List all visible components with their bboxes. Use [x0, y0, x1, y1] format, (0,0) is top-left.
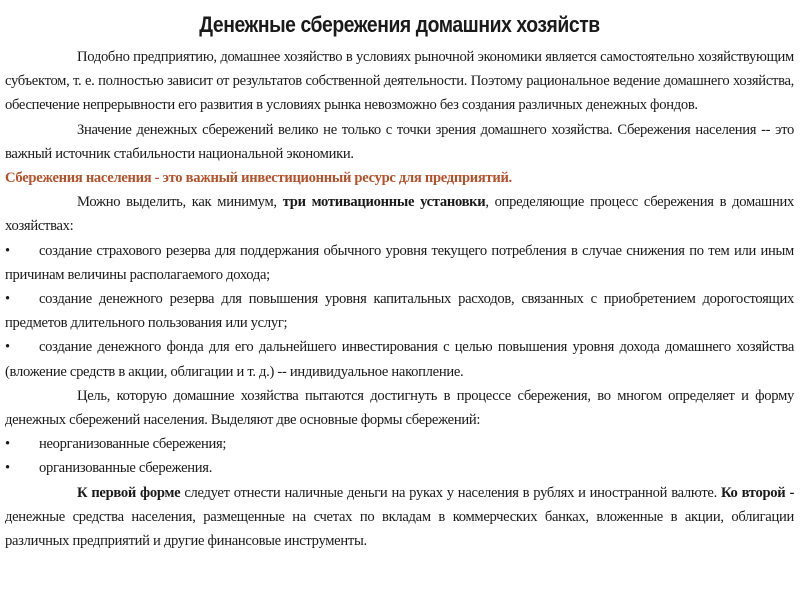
motive-text: создание страхового резерва для поддержания обычного уровня текущего потребления в случае снижения по тем или иным причинам величины располагаемого дохода;	[5, 242, 794, 283]
bullet-icon: •	[5, 460, 10, 477]
list-item	[5, 432, 794, 456]
paragraph-importance: Значение денежных сбережений велико не только с точки зрения домашнего хозяйства. Сбережения населения -- это важный источник стабильности национальной экономики.	[5, 121, 794, 162]
paragraph-motives-intro	[5, 190, 794, 238]
paragraph-intro: Подобно предприятию, домашнее хозяйство в условиях рыночной экономики является самостоятельно хозяйствующим субъектом, т. е. полностью зависит от результатов собственной деятельности. Поэтому рациональное ведение домашнего хозяйства, обеспечение непрерывности его развития в условиях рынка невозможно без создания различных денежных фондов.	[5, 49, 794, 114]
paragraph-forms-explained	[5, 481, 794, 554]
second-form-label: Ко второй -	[720, 484, 794, 501]
second-form-text: денежные средства населения, размещенные на счетах по вкладам в коммерческих банках, вложенные в акции, облигации различных предприятий и другие финансовые инструменты.	[5, 508, 794, 550]
first-form-text: следует отнести наличные деньги на руках у населения в рублях и иностранной валюте.	[180, 484, 721, 501]
motive-text: создание денежного фонда для его дальнейшего инвестирования с целью повышения уровня дохода домашнего хозяйства (вложение средств в акции, облигации и т. д.) -- индивидуальное накопление.	[5, 339, 794, 380]
highlight-statement: Сбережения населения - это важный инвестиционный ресурс для предприятий.	[5, 170, 512, 187]
bullet-icon: •	[5, 339, 10, 356]
page-title: Денежные сбережения домашних хозяйств	[199, 12, 600, 37]
bullet-icon: •	[5, 242, 10, 259]
form-text: неорганизованные сбережения;	[39, 436, 227, 453]
form-text: организованные сбережения.	[39, 460, 213, 477]
list-item	[5, 335, 794, 383]
motive-text: создание денежного резерва для повышения уровня капитальных расходов, связанных с приобретением дорогостоящих предметов длительного пользования или услуг;	[5, 291, 794, 332]
list-item	[5, 287, 794, 335]
bullet-icon: •	[5, 291, 10, 308]
list-item	[5, 456, 794, 480]
list-item	[5, 239, 794, 287]
bullet-icon: •	[5, 436, 10, 453]
motives-intro-before: Можно выделить, как минимум,	[77, 194, 283, 211]
slide-body	[5, 45, 794, 553]
first-form-label: К первой форме	[77, 484, 181, 501]
motives-intro-bold: три мотивационные установки	[282, 194, 486, 211]
paragraph-forms-intro: Цель, которую домашние хозяйства пытаются достигнуть в процессе сбережения, во многом определяет и форму денежных сбережений населения. Выделяют две основные формы сбережений:	[5, 387, 794, 429]
motives-intro-after: , определяющие процесс сбережения в домашних хозяйствах:	[5, 194, 794, 235]
